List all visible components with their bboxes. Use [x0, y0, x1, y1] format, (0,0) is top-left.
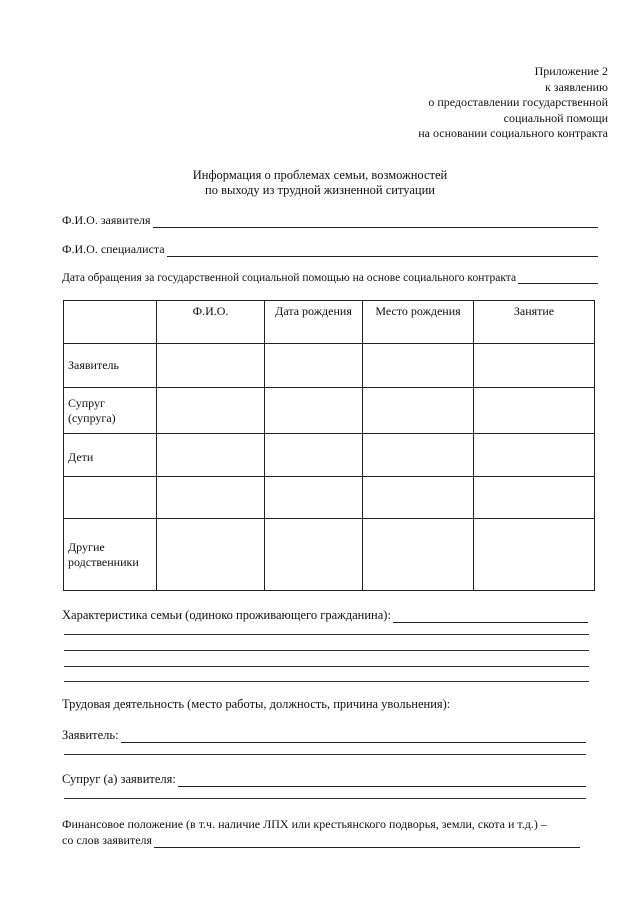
table-row — [64, 344, 595, 388]
specialist-name-line[interactable] — [167, 255, 598, 257]
row-label-line: Другие — [68, 539, 105, 554]
row-label-relatives — [64, 519, 157, 591]
row-label-children-extra — [64, 477, 157, 519]
table-cell[interactable] — [157, 388, 265, 434]
attachment-ref-line5: на основании социального контракта — [418, 126, 608, 140]
request-date-label: Дата обращения за государственной социальной помощью на основе социального контракта — [62, 272, 517, 284]
attachment-ref-line3: о предоставлении государственной — [428, 95, 608, 109]
row-label-line: Заявитель — [68, 358, 119, 372]
table-row — [64, 477, 595, 519]
family-characteristic-field[interactable] — [62, 608, 588, 623]
table-row — [64, 519, 595, 591]
work-section-label: Трудовая деятельность (место работы, должность, причина увольнения): — [62, 697, 451, 711]
row-label-children — [64, 434, 157, 477]
row-label-line-2: (супруга) — [68, 410, 116, 425]
table-header-birthdate: Дата рождения — [265, 301, 363, 344]
finance-line[interactable] — [154, 846, 580, 848]
table-cell[interactable] — [265, 344, 363, 388]
family-members-table — [63, 300, 595, 591]
table-cell[interactable] — [363, 477, 474, 519]
table-cell[interactable] — [363, 519, 474, 591]
finance-label: Финансовое положение (в т.ч. наличие ЛПХ или крестьянского подворья, земли, скота и т.д.) – — [62, 817, 547, 831]
table-cell[interactable] — [474, 344, 595, 388]
row-label-spouse — [64, 388, 157, 434]
request-date-line[interactable] — [518, 282, 598, 284]
row-label-line: Супруг — [68, 395, 105, 410]
finance-field[interactable] — [62, 833, 580, 848]
table-cell[interactable] — [265, 434, 363, 477]
table-cell[interactable] — [157, 434, 265, 477]
title-line-2: по выходу из трудной жизненной ситуации — [205, 183, 435, 197]
specialist-name-field[interactable] — [62, 242, 598, 257]
finance-label-line2: со слов заявителя — [62, 833, 153, 847]
table-header-empty — [64, 301, 157, 344]
attachment-header — [418, 64, 608, 142]
table-header-name: Ф.И.О. — [157, 301, 265, 344]
table-header-occupation: Занятие — [474, 301, 595, 344]
table-cell[interactable] — [363, 434, 474, 477]
table-cell[interactable] — [474, 434, 595, 477]
work-applicant-line-2[interactable] — [64, 754, 586, 755]
row-label-line-2: родственники — [68, 554, 139, 569]
table-header-row — [64, 301, 595, 344]
table-cell[interactable] — [265, 477, 363, 519]
applicant-name-line[interactable] — [153, 226, 598, 228]
applicant-name-label: Ф.И.О. заявителя — [62, 213, 151, 227]
work-applicant-field[interactable] — [62, 728, 586, 743]
table-cell[interactable] — [265, 388, 363, 434]
row-label-applicant — [64, 344, 157, 388]
table-cell[interactable] — [265, 519, 363, 591]
family-characteristic-label: Характеристика семьи (одиноко проживающего гражданина): — [62, 608, 391, 622]
attachment-number: Приложение 2 — [534, 64, 608, 78]
title-line-1: Информация о проблемах семьи, возможностей — [192, 168, 448, 182]
attachment-ref: к заявлению — [544, 79, 608, 94]
row-label-line: Дети — [68, 450, 94, 464]
family-line-1[interactable] — [64, 634, 589, 635]
attachment-ref-line4: социальной помощи — [503, 110, 608, 125]
work-applicant-line[interactable] — [121, 741, 586, 743]
specialist-name-label: Ф.И.О. специалиста — [62, 242, 165, 256]
table-header-birthplace: Место рождения — [363, 301, 474, 344]
request-date-field[interactable] — [62, 272, 598, 284]
family-characteristic-line[interactable] — [393, 621, 588, 623]
table-cell[interactable] — [363, 344, 474, 388]
family-line-3[interactable] — [64, 666, 589, 667]
work-spouse-field[interactable] — [62, 772, 586, 787]
document-title — [0, 168, 640, 198]
table-row — [64, 434, 595, 477]
work-spouse-line[interactable] — [178, 785, 586, 787]
table-cell[interactable] — [157, 519, 265, 591]
work-applicant-label: Заявитель: — [62, 728, 119, 742]
table-row — [64, 388, 595, 434]
family-line-4[interactable] — [64, 681, 589, 682]
applicant-name-field[interactable] — [62, 213, 598, 228]
family-line-2[interactable] — [64, 650, 589, 651]
table-cell[interactable] — [474, 388, 595, 434]
work-spouse-label: Супруг (а) заявителя: — [62, 772, 176, 786]
table-cell[interactable] — [157, 344, 265, 388]
work-spouse-line-2[interactable] — [64, 798, 586, 799]
table-cell[interactable] — [474, 519, 595, 591]
table-cell[interactable] — [474, 477, 595, 519]
table-cell[interactable] — [363, 388, 474, 434]
table-cell[interactable] — [157, 477, 265, 519]
